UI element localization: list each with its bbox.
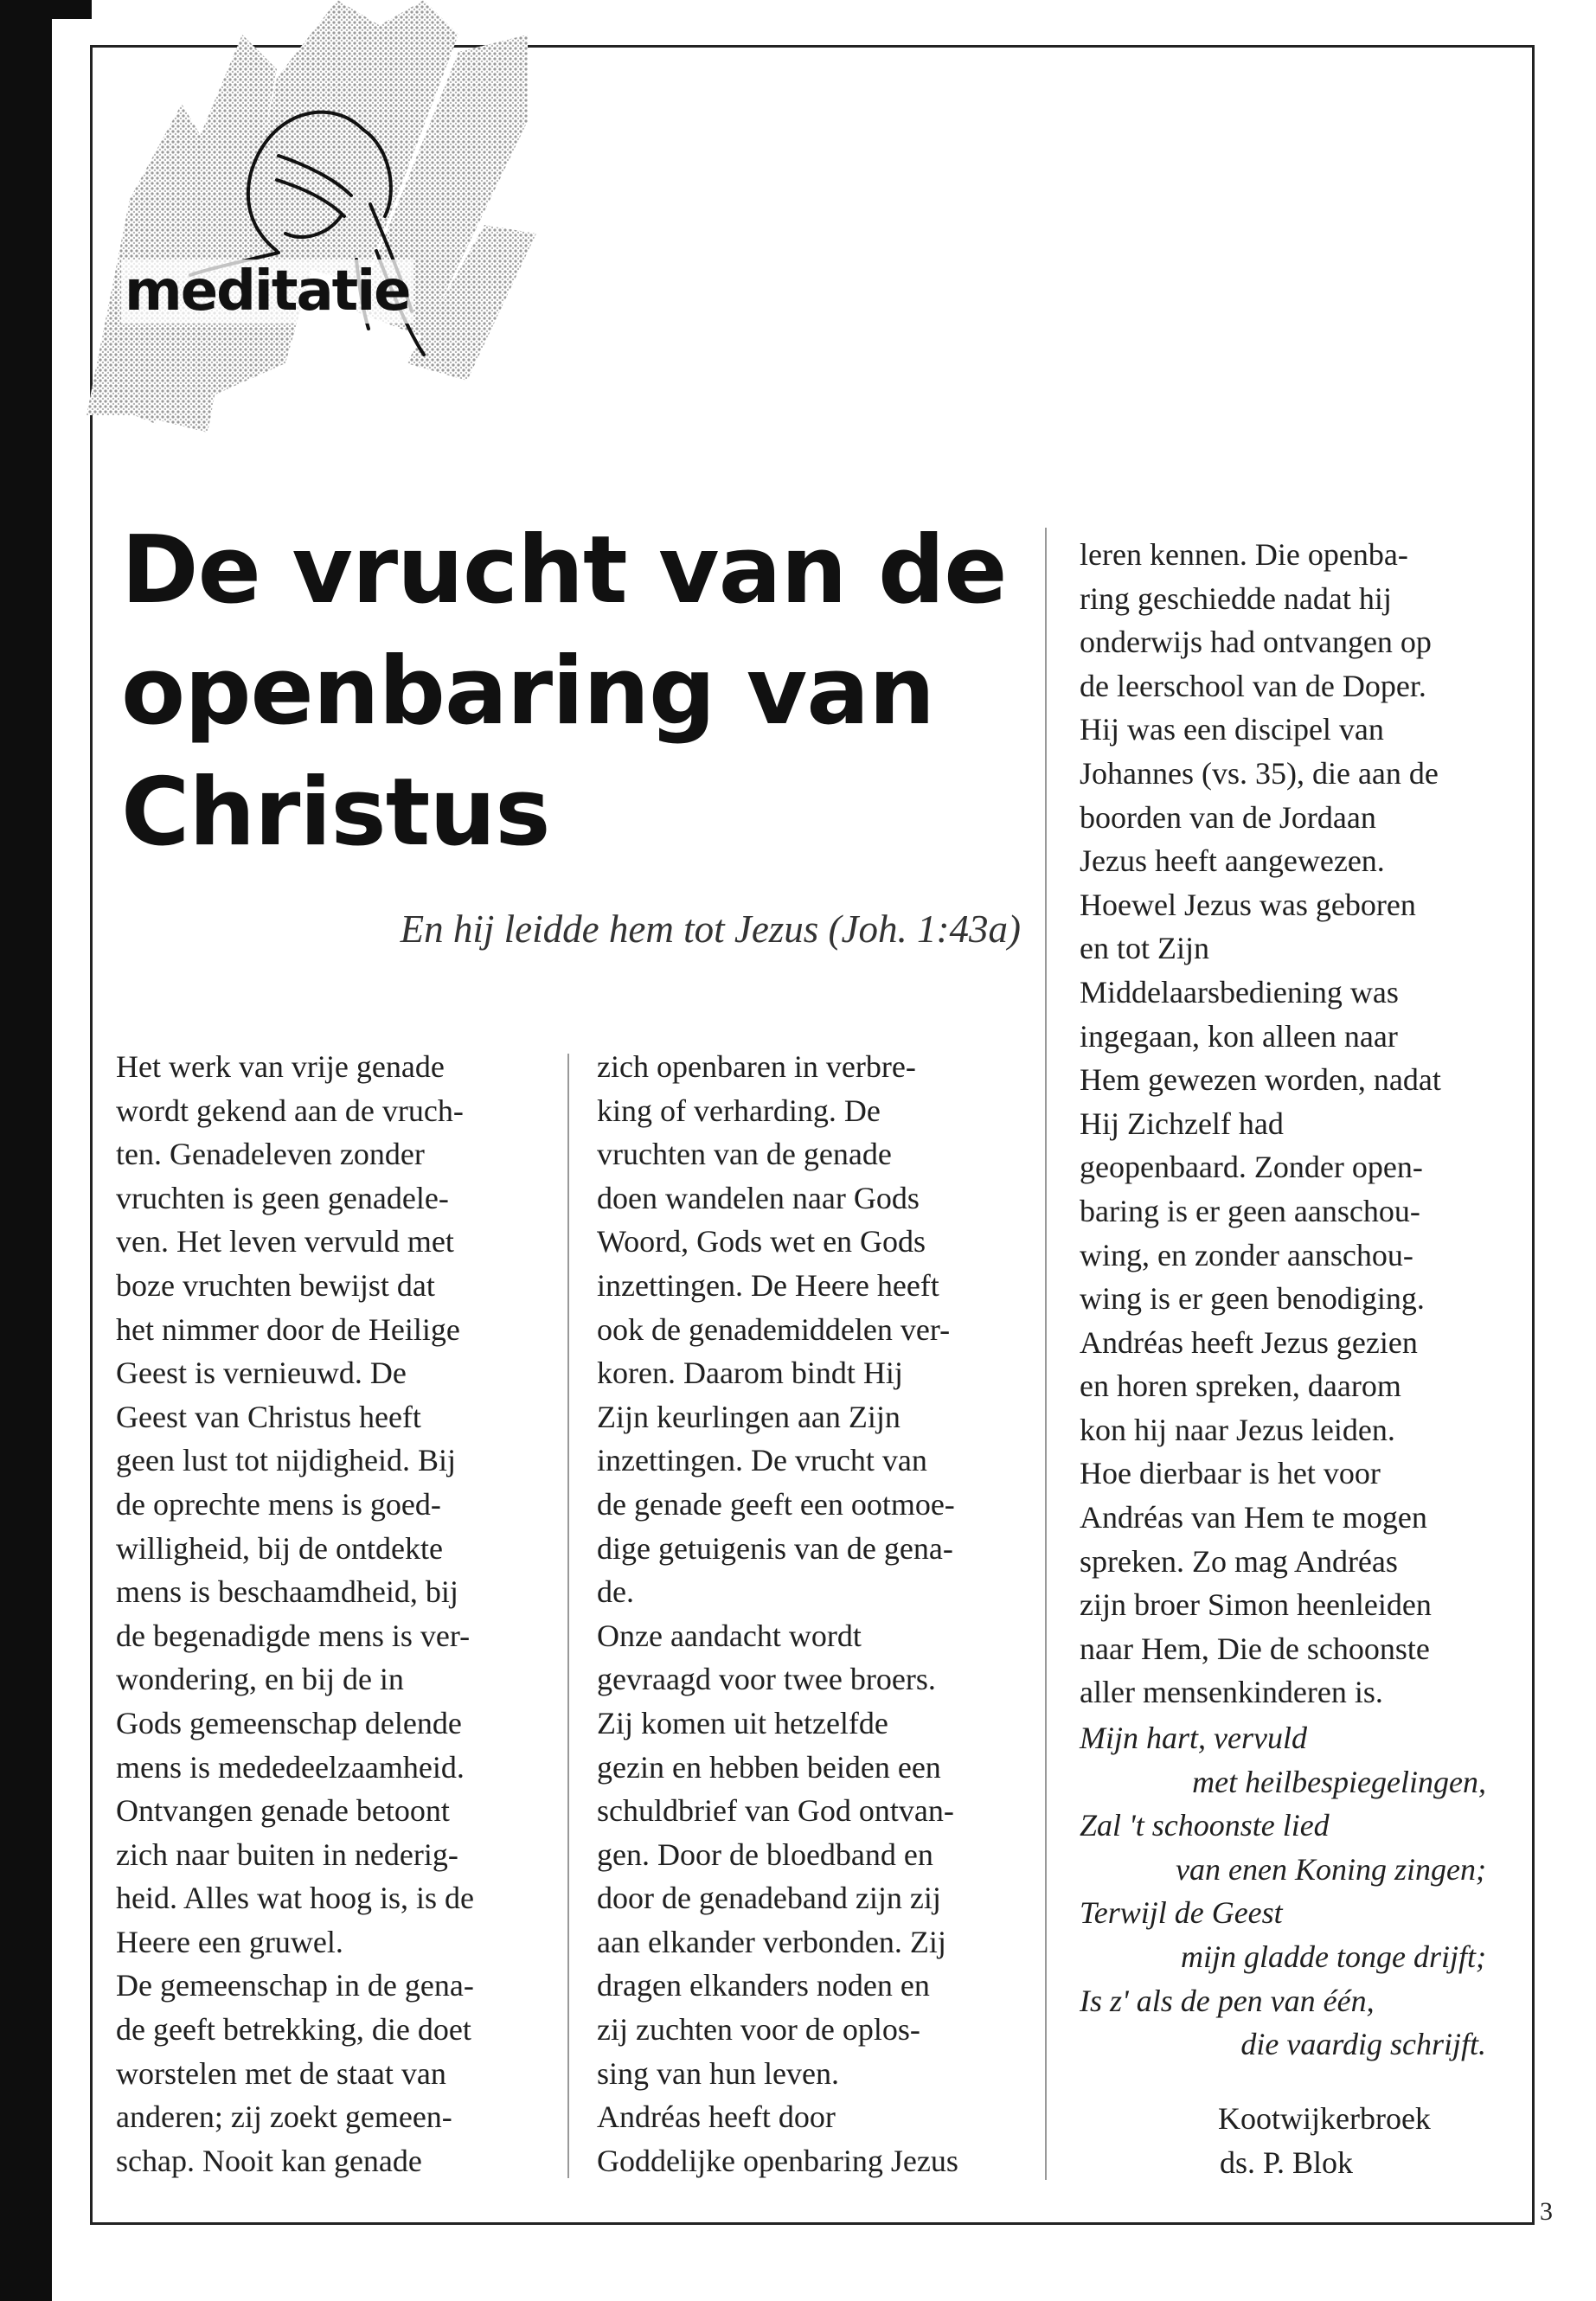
text-line: naar Hem, Die de schoonste — [1080, 1631, 1430, 1666]
text-line: heid. Alles wat hoog is, is de — [116, 1881, 474, 1916]
text-line: mens is mededeelzaamheid. — [116, 1749, 465, 1785]
text-line: schuldbrief van God ontvan- — [597, 1793, 954, 1829]
text-line: de oprechte mens is goed- — [116, 1486, 441, 1522]
text-line: spreken. Zo mag Andréas — [1080, 1543, 1398, 1579]
text-column-1 — [116, 1045, 566, 2182]
text-line: de leerschool van de Doper. — [1080, 668, 1426, 703]
poem-line: Is z' als de pen van één, — [1080, 1983, 1375, 2018]
text-line: wing, en zonder aanschou- — [1080, 1237, 1413, 1272]
text-line: de genade geeft een ootmoe- — [597, 1486, 955, 1522]
poem-line: Mijn hart, vervuld — [1080, 1721, 1307, 1755]
text-line: de begenadigde mens is ver- — [116, 1618, 471, 1653]
praying-figure-icon — [78, 0, 614, 441]
article-title — [121, 510, 1038, 874]
text-line: willigheid, bij de ontdekte — [116, 1530, 443, 1566]
text-line: geopenbaard. Zonder open- — [1080, 1150, 1423, 1185]
text-line: Woord, Gods wet en Gods — [597, 1224, 926, 1259]
text-line: kon hij naar Jezus leiden. — [1080, 1412, 1395, 1447]
signature-author: ds. P. Blok — [1220, 2144, 1354, 2180]
text-line: boze vruchten bewijst dat — [116, 1267, 435, 1303]
text-line: inzettingen. De Heere heeft — [597, 1267, 939, 1303]
text-line: wondering, en bij de in — [116, 1662, 404, 1697]
text-line: king of verharding. De — [597, 1093, 881, 1128]
text-line: De gemeenschap in de gena- — [116, 1968, 474, 2003]
text-line: Andréas van Hem te mogen — [1080, 1500, 1427, 1535]
section-label: meditatie — [121, 260, 413, 324]
text-line: het nimmer door de Heilige — [116, 1311, 460, 1347]
text-line: aller mensenkinderen is. — [1080, 1675, 1383, 1710]
text-line: Middelaarsbediening was — [1080, 974, 1399, 1009]
text-line: door de genadeband zijn zij — [597, 1881, 941, 1916]
text-line: vruchten van de genade — [597, 1137, 892, 1172]
text-line: Goddelijke openbaring Jezus — [597, 2143, 958, 2178]
text-line: dragen elkanders noden en — [597, 1968, 930, 2003]
text-line: Het werk van vrije genade — [116, 1049, 445, 1084]
text-line: ten. Genadeleven zonder — [116, 1137, 425, 1172]
text-line: Gods gemeenschap delende — [116, 1705, 462, 1740]
text-line: gezin en hebben beiden een — [597, 1749, 941, 1785]
text-line: Hij was een discipel van — [1080, 712, 1384, 747]
text-line: Johannes (vs. 35), die aan de — [1080, 755, 1439, 791]
title-line: De vrucht van de — [121, 516, 1007, 625]
text-line: Ontvangen genade betoont — [116, 1793, 450, 1829]
text-line: mens is beschaamdheid, bij — [116, 1574, 458, 1610]
text-line: geen lust tot nijdigheid. Bij — [116, 1443, 456, 1478]
text-line: en horen spreken, daarom — [1080, 1368, 1401, 1404]
text-line: Hem gewezen worden, nadat — [1080, 1062, 1441, 1098]
halftone-strokes — [87, 0, 536, 433]
text-line: anderen; zij zoekt gemeen- — [116, 2099, 452, 2135]
poem-line-indented: mijn gladde tonge drijft; — [1181, 1939, 1486, 1974]
text-line: dige getuigenis van de gena- — [597, 1530, 953, 1566]
text-line: schap. Nooit kan genade — [116, 2143, 422, 2178]
text-line: wing is er geen benodiging. — [1080, 1281, 1425, 1317]
text-line: worstelen met de staat van — [116, 2055, 446, 2091]
text-line: leren kennen. Die openba- — [1080, 537, 1408, 572]
text-line: ingegaan, kon alleen naar — [1080, 1018, 1398, 1054]
text-line: en tot Zijn — [1080, 931, 1209, 966]
text-line: de. — [597, 1574, 634, 1610]
text-line: Onze aandacht wordt — [597, 1618, 862, 1653]
text-line: Andréas heeft Jezus gezien — [1080, 1324, 1418, 1360]
text-line: Jezus heeft aangewezen. — [1080, 843, 1385, 879]
text-line: onderwijs had ontvangen op — [1080, 625, 1432, 660]
text-line: Hij Zichzelf had — [1080, 1106, 1284, 1141]
text-line: wordt gekend aan de vruch- — [116, 1093, 464, 1128]
title-line: openbaring van — [121, 638, 935, 746]
text-line: ook de genademiddelen ver- — [597, 1311, 951, 1347]
text-column-2 — [597, 1045, 1029, 2182]
text-line: zich openbaren in verbre- — [597, 1049, 916, 1084]
text-line: de geeft betrekking, die doet — [116, 2012, 471, 2048]
text-line: Hoewel Jezus was geboren — [1080, 887, 1416, 922]
text-line: ven. Het leven vervuld met — [116, 1224, 454, 1259]
text-line: koren. Daarom bindt Hij — [597, 1356, 903, 1391]
text-line: aan elkander verbonden. Zij — [597, 1924, 946, 1959]
text-line: ring geschiedde nadat hij — [1080, 580, 1392, 616]
text-line: Geest is vernieuwd. De — [116, 1356, 407, 1391]
poem-line-indented: van enen Koning zingen; — [1176, 1851, 1486, 1887]
text-line: gen. Door de bloedband en — [597, 1836, 933, 1872]
text-line: baring is er geen aanschou- — [1080, 1193, 1420, 1228]
text-line: doen wandelen naar Gods — [597, 1180, 920, 1215]
text-line: zich naar buiten in nederig- — [116, 1836, 458, 1872]
text-line: zij zuchten voor de oplos- — [597, 2012, 920, 2048]
text-line: gevraagd voor twee broers. — [597, 1662, 936, 1697]
text-line: Zijn keurlingen aan Zijn — [597, 1399, 901, 1434]
text-line: zijn broer Simon heenleiden — [1080, 1587, 1432, 1623]
meditatie-logo — [78, 0, 614, 441]
epigraph: En hij leidde hem tot Jezus (Joh. 1:43a) — [400, 907, 1021, 951]
text-line: inzettingen. De vrucht van — [597, 1443, 927, 1478]
signature — [1218, 2097, 1431, 2184]
text-line: vruchten is geen genadele- — [116, 1180, 449, 1215]
scan-edge-bar — [0, 0, 52, 2301]
title-line: Christus — [121, 759, 550, 867]
column-divider — [567, 1054, 569, 2178]
text-line: Andréas heeft door — [597, 2099, 836, 2135]
poem-line: Zal 't schoonste lied — [1080, 1808, 1330, 1843]
text-line: Geest van Christus heeft — [116, 1399, 421, 1434]
poem-line-indented: met heilbespiegelingen, — [1192, 1764, 1486, 1799]
column-divider — [1045, 528, 1047, 2180]
poem-line: Terwijl de Geest — [1080, 1895, 1283, 1931]
poem-line-indented: die vaardig schrijft. — [1240, 2027, 1486, 2062]
text-line: boorden van de Jordaan — [1080, 799, 1376, 835]
text-line: sing van hun leven. — [597, 2055, 839, 2091]
psalm-quote — [1080, 1716, 1495, 2067]
text-line: Zij komen uit hetzelfde — [597, 1705, 888, 1740]
signature-place: Kootwijkerbroek — [1218, 2101, 1431, 2136]
page-number: 3 — [1540, 2197, 1553, 2226]
text-column-3 — [1080, 533, 1512, 1715]
text-line: Heere een gruwel. — [116, 1924, 343, 1959]
text-line: Hoe dierbaar is het voor — [1080, 1456, 1381, 1491]
